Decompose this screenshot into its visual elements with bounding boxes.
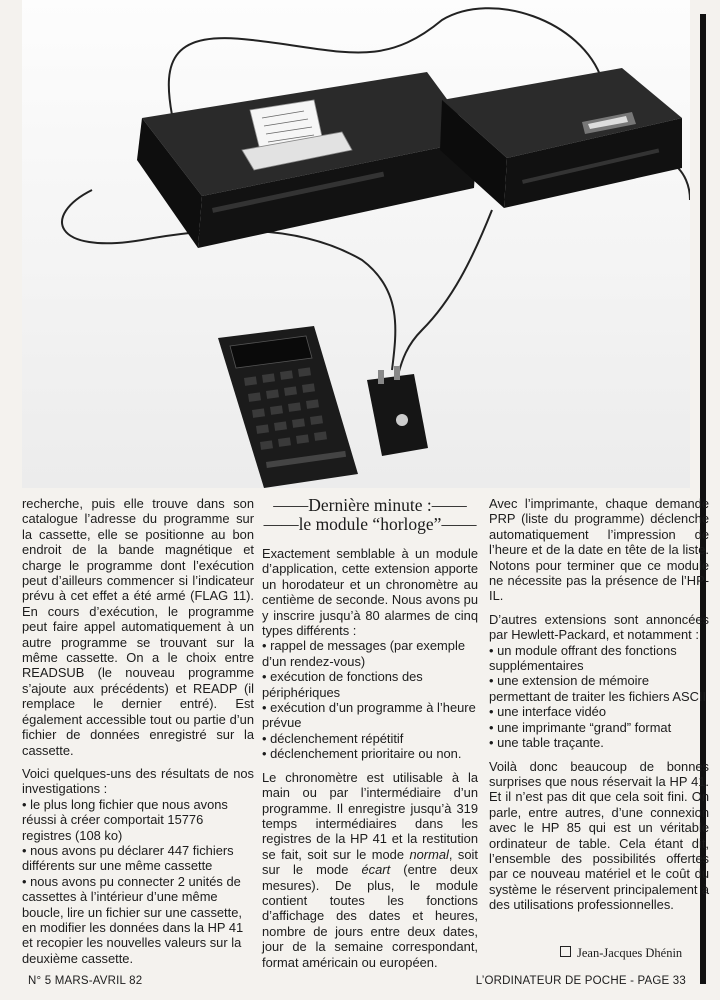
list-item: • une interface vidéo	[489, 704, 607, 720]
article-headline	[262, 496, 478, 534]
footer-page: L’ORDINATEUR DE POCHE - PAGE 33	[475, 975, 686, 987]
list-item: • rappel de messages (par exemple d’un rendez-vous)	[262, 638, 465, 669]
list-item: • une table traçante.	[489, 735, 604, 751]
paragraph: Exactement semblable à un module d’application, cette extension apporte un horodateur et un chronomètre au centième de seconde. Nous avons pu y inscrire jusqu’à 80 alarmes de cinq types différents :	[262, 546, 478, 639]
paragraph: Voilà donc beaucoup de bonnes surprises que nous réservait la HP 41. Et il n’est pas dit que cela soit fini. On parle, entre autres, d’une connexion avec le HP 85 qui est un véritable ordinateur de table. Cela étant dit, l’ensemble des possibilités offertes par ce nouveau matériel et le coût du système le réservent principalement à des utilisations professionnelles.	[489, 758, 709, 913]
italic-term-normal: normal	[409, 846, 449, 862]
paragraph-text: , soit sur le mode	[262, 846, 478, 878]
column-3	[489, 496, 709, 921]
list-item: • une imprimante “grand” format	[489, 719, 672, 735]
product-photo	[22, 0, 690, 488]
list-item: • un module offrant des fonctions supplémentaires	[489, 642, 677, 674]
author-name: Jean-Jacques Dhénin	[577, 946, 683, 960]
paragraph: recherche, puis elle trouve dans son catalogue l’adresse du programme sur la cassette, elle se positionne au bon endroit de la bande magnétique et charge le programme dont l’exécution peut d’ailleurs commencer si l’indicateur prévu à cet effet a été armé (FLAG 11). En cours d’exécution, le programme peut faire appel automatiquement à un autre programme se trouvant sur la même cassette. On a le choix entre READSUB (le nouveau programme s’ajoute aux précédents) et READP (il remplace le dernier entré). Est également accessible tout ou partie d’un fichier de données enregistré sur la cassette.	[22, 496, 254, 758]
list-item: • exécution d’un programme à l’heure prévue	[262, 700, 476, 731]
list-item: • nous avons pu déclarer 447 fichiers différents sur une même cassette	[22, 842, 234, 874]
paragraph: Avec l’imprimante, chaque demande PRP (liste du programme) déclenche automatiquement l’impression de l’heure et de la date en tête de la liste. Notons pour terminer que ce module ne nécessite pas la présence de l’HP-IL.	[489, 496, 709, 604]
headline-line-1: —— Dernière minute : ——	[262, 496, 478, 515]
headline-line-2: —— le module “horloge” ——	[262, 515, 478, 534]
list-item: • exécution de fonctions des périphériques	[262, 669, 423, 700]
paragraph: Voici quelques-uns des résultats de nos investigations :	[22, 765, 254, 797]
list-item: • déclenchement prioritaire ou non.	[262, 746, 462, 762]
list-item: • nous avons pu connecter 2 unités de cassettes à l’intérieur d’une même boucle, lire un fichier sur une cassette, en modifier les données dans la HP 41 et recopier les nouvelles valeurs sur la deuxième cassette.	[22, 873, 244, 966]
italic-term-ecart: écart	[361, 862, 391, 878]
column-2	[262, 496, 478, 978]
column-1	[22, 496, 254, 966]
paragraph-text: (entre deux mesures). De plus, le module contient toutes les fonctions d’affichage des dates et heures, nombre de jours entre deux dates, jour de la semaine correspondant, format américain ou européen.	[262, 862, 478, 970]
paragraph-text: Le chronomètre est utilisable à la main ou par l’intermédiaire d’un programme. Il enregistre jusqu’à 319 temps intermédiaires dans les registres de la HP 41 et la restitution se fait, soit sur le mode	[262, 769, 478, 862]
list-item: • le plus long fichier que nous avons réussi à créer comportait 15776 registres (108 ko)	[22, 796, 228, 843]
list-item: • déclenchement répétitif	[262, 730, 404, 746]
paragraph	[262, 770, 478, 970]
footer-issue: N° 5 MARS-AVRIL 82	[28, 975, 143, 987]
author-signature	[560, 946, 682, 961]
paragraph: D’autres extensions sont annoncées par Hewlett-Packard, et notamment :	[489, 611, 709, 643]
list-item: • une extension de mémoire permettant de traiter les fichiers ASCII	[489, 673, 707, 704]
square-icon	[560, 946, 571, 957]
